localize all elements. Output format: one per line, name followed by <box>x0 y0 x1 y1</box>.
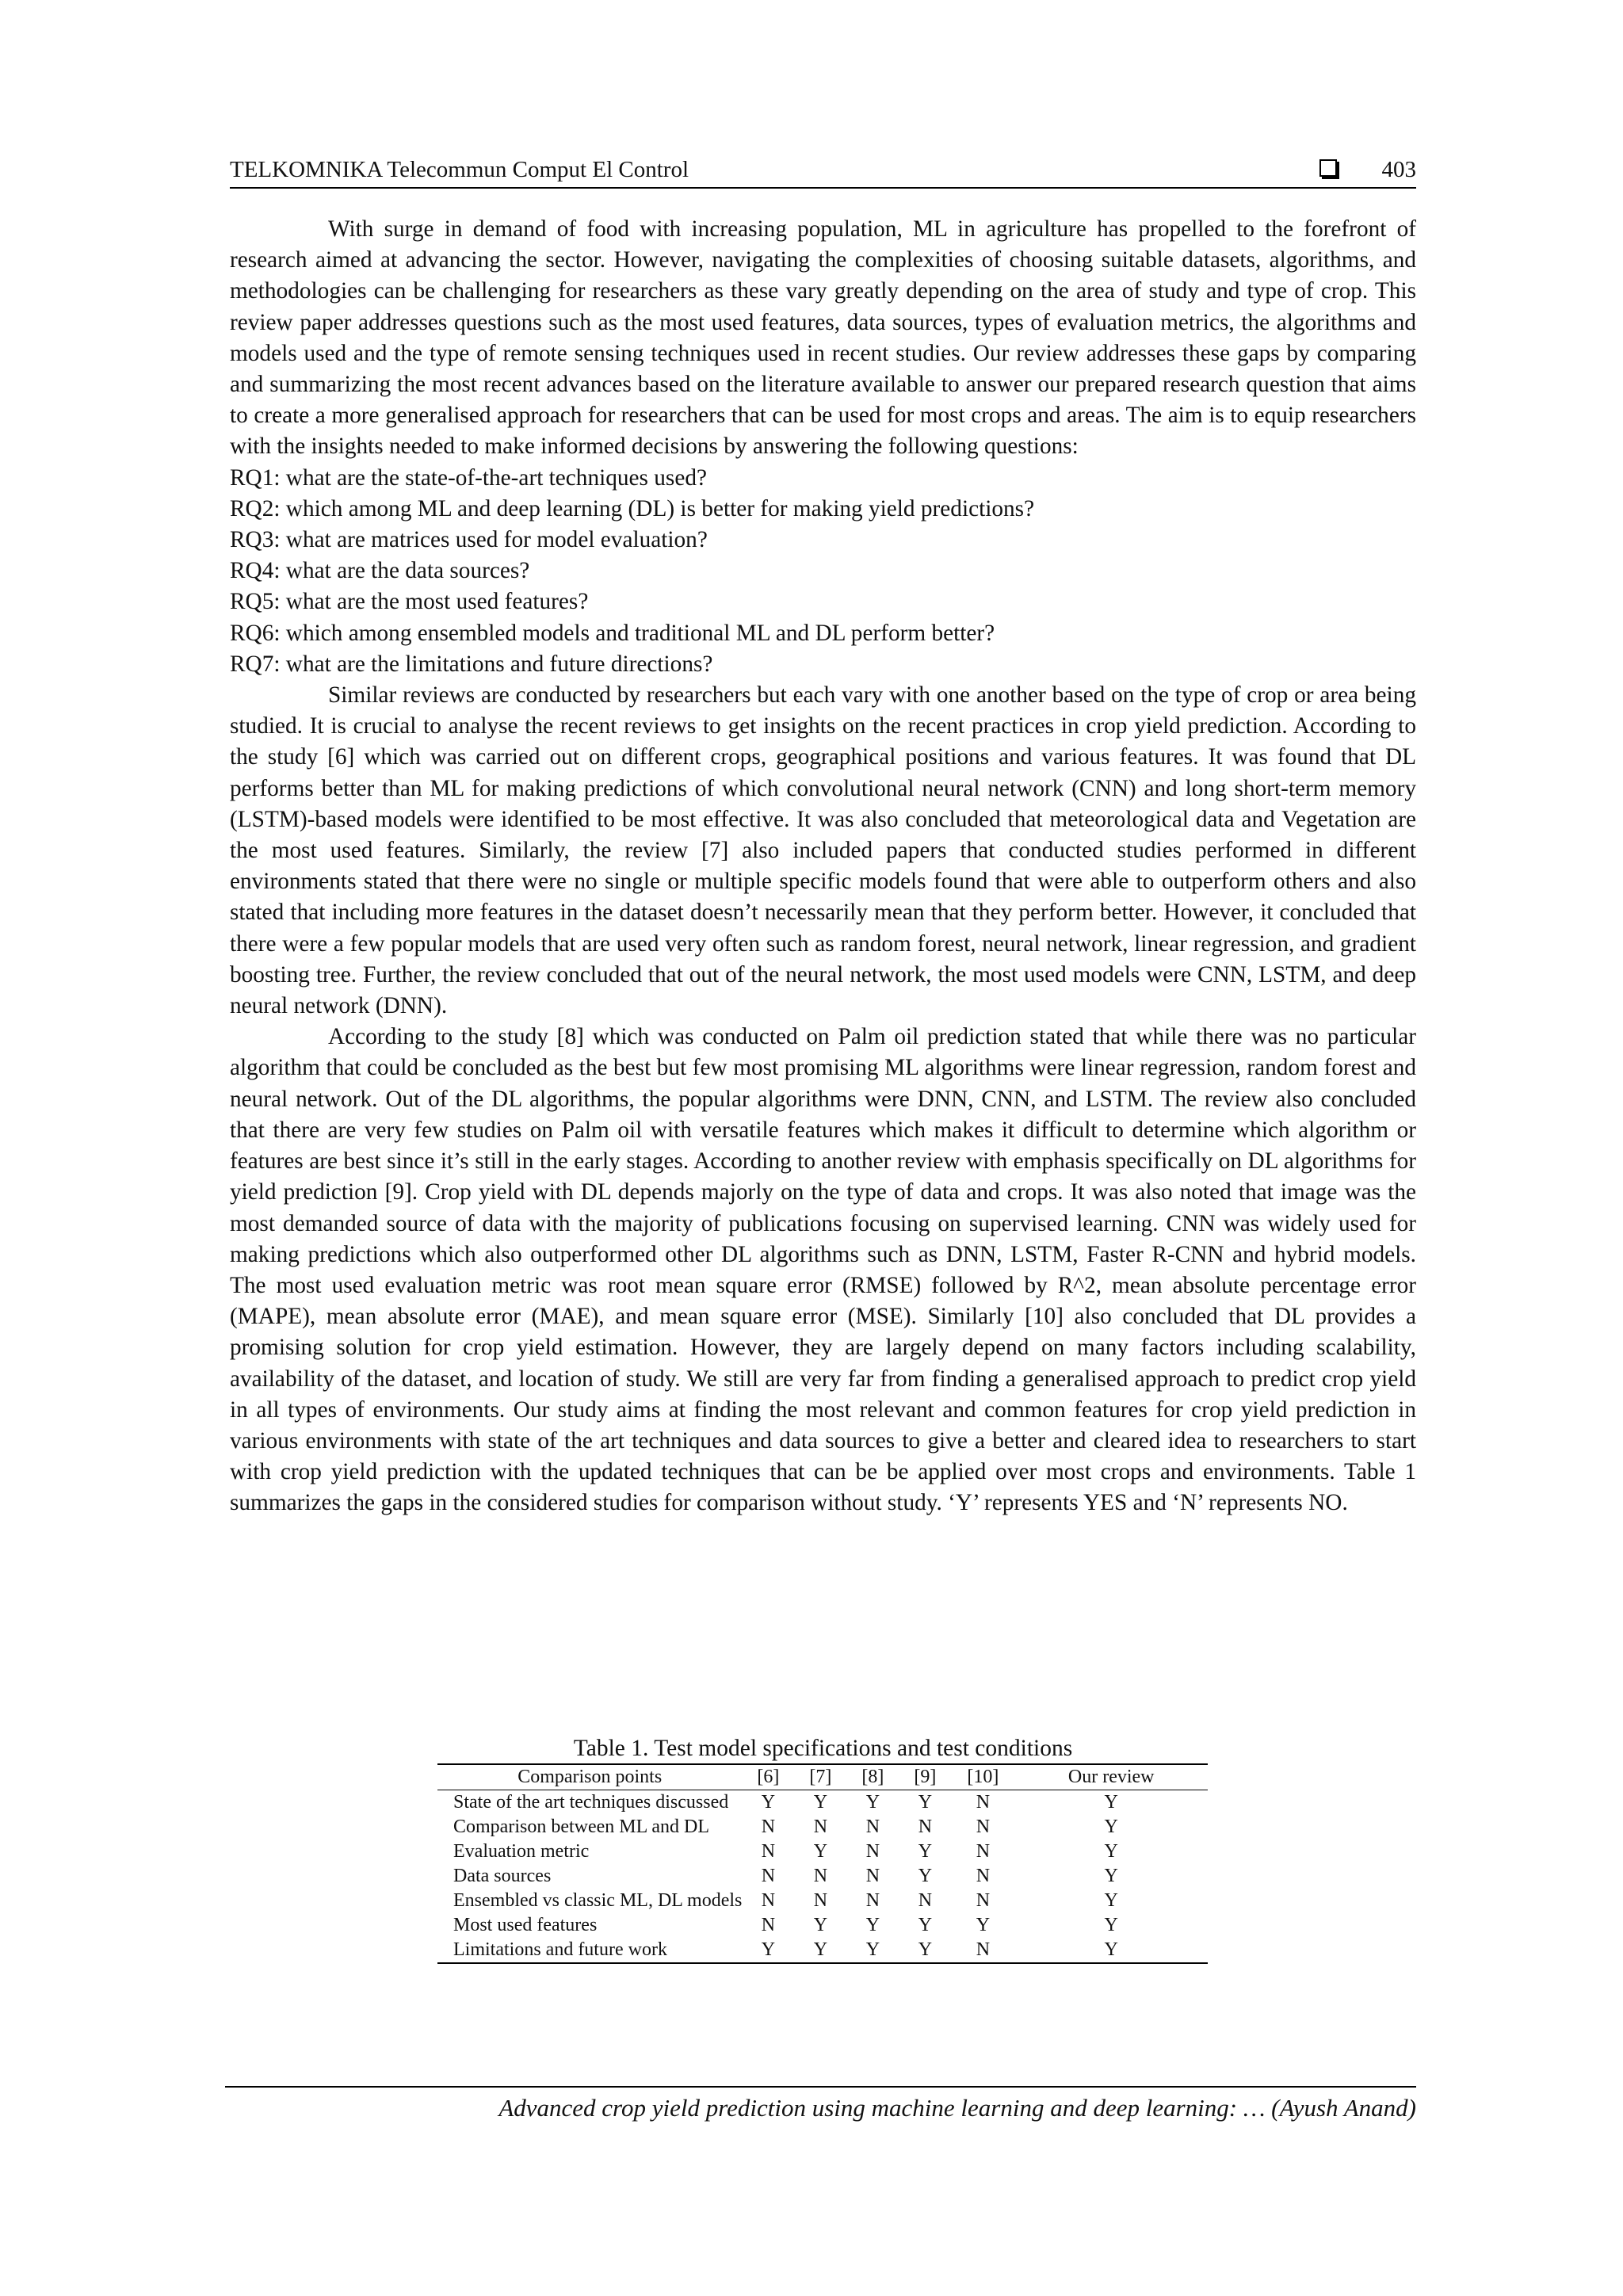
table-cell: Y <box>976 1915 991 1935</box>
table-cell: N <box>813 1890 828 1911</box>
table-header-cell: [10] <box>951 1764 1014 1790</box>
table-cell: N <box>761 1841 776 1862</box>
table-cell: N <box>761 1915 776 1935</box>
table-cell: N <box>865 1841 880 1862</box>
paragraph-similar-reviews: Similar reviews are conducted by researchers but each vary with one another based on the type of crop or area being studied. It is crucial to analyse the recent reviews to get insights on the recent practices in crop yield prediction. According to the study [6] which was carried out on different crops, geographical positions and various features. It was found that DL performs better than ML for making predictions of which convolutional neural network (CNN) and long short-term memory (LSTM)-based models were identified to be most effective. It was also concluded that meteorological data and Vegetation are the most used features. Similarly, the review [7] also included papers that conducted studies performed in different environments stated that there were no single or multiple specific models found that were able to outperform others and also stated that including more features in the dataset doesn’t necessarily mean that they perform better. However, it concluded that there were a few popular models that are used very often such as random forest, neural network, linear regression, and gradient boosting tree. Further, the review concluded that out of the neural network, the most used models were CNN, LSTM, and deep neural network (DNN). <box>230 682 1416 1019</box>
table-row <box>437 1815 1208 1839</box>
table-header-cell: Comparison points <box>437 1764 742 1790</box>
table-cell: Y <box>865 1792 880 1813</box>
table-header-cell: [7] <box>794 1764 846 1790</box>
table-cell: N <box>918 1890 933 1911</box>
table-cell: N <box>976 1939 991 1960</box>
table-cell: Y <box>1104 1915 1118 1935</box>
table-cell: N <box>976 1817 991 1837</box>
table-row <box>437 1864 1208 1889</box>
table-cell: N <box>761 1866 776 1886</box>
research-question-7: RQ7: what are the limitations and future directions? <box>230 651 713 677</box>
table-cell: Limitations and future work <box>453 1939 667 1960</box>
table-cell: Ensembled vs classic ML, DL models <box>453 1890 743 1911</box>
table-cell: Y <box>813 1939 828 1960</box>
journal-name: TELKOMNIKA Telecommun Comput El Control <box>230 157 689 182</box>
table-caption: Table 1. Test model specifications and test conditions <box>573 1736 1073 1761</box>
table-cell: Y <box>1104 1841 1118 1862</box>
table-cell: Y <box>1104 1939 1118 1960</box>
research-question-1: RQ1: what are the state-of-the-art techniques used? <box>230 464 707 491</box>
table-row <box>437 1839 1208 1864</box>
table-row <box>437 1913 1208 1938</box>
table-cell: N <box>865 1890 880 1911</box>
table-header-cell: Our review <box>1014 1764 1208 1790</box>
table-row <box>437 1889 1208 1913</box>
table-cell: Data sources <box>453 1866 552 1886</box>
table-cell: Y <box>1104 1890 1118 1911</box>
table-cell: Y <box>813 1841 828 1862</box>
paper-page <box>230 0 1416 2296</box>
research-question-5: RQ5: what are the most used features? <box>230 589 589 615</box>
table-header-cell: [8] <box>846 1764 899 1790</box>
table-cell: N <box>761 1817 776 1837</box>
paragraph-palm-oil: According to the study [8] which was conducted on Palm oil prediction stated that while there was no particular algorithm that could be concluded as the best but few most promising ML algorithms were linear regression, random forest and neural network. Out of the DL algorithms, the popular algorithms were DNN, CNN, and LSTM. The review also concluded that there are very few studies on Palm oil with versatile features which makes it difficult to determine which algorithm or features are best since it’s still in the early stages. According to another review with emphasis specifically on DL algorithms for yield prediction [9]. Crop yield with DL depends majorly on the type of data and crops. It was also noted that image was the most demanded source of data with the majority of publications focusing on supervised learning. CNN was widely used for making predictions which also outperformed other DL algorithms such as DNN, LSTM, Faster R-CNN and hybrid models. The most used evaluation metric was root mean square error (RMSE) followed by R^2, mean absolute percentage error (MAPE), mean absolute error (MAE), and mean square error (MSE). Similarly [10] also concluded that DL provides a promising solution for crop yield estimation. However, they are largely depend on many factors including scalability, availability of the dataset, and location of study. We still are very far from finding a generalised approach to predict crop yield in all types of environments. Our study aims at finding the most relevant and common features for crop yield prediction in various environments with state of the art techniques and data sources to give a better and cleared idea to researchers to start with crop yield prediction with the updated techniques that can be be applied over most crops and environments. Table 1 summarizes the gaps in the considered studies for comparison without study. ‘Y’ represents YES and ‘N’ represents NO. <box>230 1024 1416 1516</box>
table-cell: State of the art techniques discussed <box>453 1792 729 1813</box>
table-cell: N <box>813 1866 828 1886</box>
table-cell: N <box>865 1866 880 1886</box>
paragraph-intro: With surge in demand of food with increasing population, ML in agriculture has propelled to the forefront of research aimed at advancing the sector. However, navigating the complexities of choosing suitable datasets, algorithms, and methodologies can be challenging for researchers as these vary greatly depending on the area of study and type of crop. This review paper addresses questions such as the most used features, data sources, types of evaluation metrics, the algorithms and models used and the type of remote sensing techniques used in recent studies. Our review addresses these gaps by comparing and summarizing the most recent advances based on the literature available to answer our prepared research question that aims to create a more generalised approach for researchers that can be used for most crops and areas. The aim is to equip researchers with the insights needed to make informed decisions by answering the following questions: <box>230 216 1416 460</box>
page-number: 403 <box>1381 157 1416 182</box>
table-cell: Y <box>918 1939 933 1960</box>
table-cell: Y <box>761 1939 776 1960</box>
table-cell: Comparison between ML and DL <box>453 1817 710 1837</box>
table-cell: Evaluation metric <box>453 1841 590 1862</box>
table-cell: N <box>865 1817 880 1837</box>
table-row <box>437 1790 1208 1816</box>
table-cell: Y <box>813 1915 828 1935</box>
research-question-2: RQ2: which among ML and deep learning (DL) is better for making yield predictions? <box>230 495 1035 521</box>
table-row <box>437 1938 1208 1963</box>
table-cell: Y <box>813 1792 828 1813</box>
table-cell: Y <box>918 1841 933 1862</box>
table-header-row <box>437 1764 1208 1790</box>
research-question-4: RQ4: what are the data sources? <box>230 558 530 584</box>
research-question-3: RQ3: what are matrices used for model evaluation? <box>230 527 708 553</box>
table-cell: N <box>976 1890 991 1911</box>
body-text <box>230 214 1416 1519</box>
table-header-cell: [6] <box>742 1764 794 1790</box>
table-cell: Most used features <box>453 1915 598 1935</box>
table-cell: N <box>976 1841 991 1862</box>
table-cell: Y <box>865 1939 880 1960</box>
table-cell: Y <box>1104 1792 1118 1813</box>
footer-rule <box>225 2086 1416 2088</box>
table-cell: N <box>976 1792 991 1813</box>
running-header <box>230 152 1416 189</box>
table-cell: Y <box>918 1866 933 1886</box>
table-cell: Y <box>865 1915 880 1935</box>
research-question-6: RQ6: which among ensembled models and traditional ML and DL perform better? <box>230 620 995 646</box>
table-cell: N <box>918 1817 933 1837</box>
table-cell: N <box>976 1866 991 1886</box>
table-cell: Y <box>918 1792 933 1813</box>
running-footer: Advanced crop yield prediction using machine learning and deep learning: … (Ayush Anand) <box>498 2094 1416 2122</box>
table-cell: Y <box>1104 1817 1118 1837</box>
table-cell: Y <box>761 1792 776 1813</box>
table-header-cell: [9] <box>899 1764 951 1790</box>
table-cell: N <box>813 1817 828 1837</box>
comparison-table <box>437 1763 1208 1964</box>
table-cell: Y <box>918 1915 933 1935</box>
square-box-icon <box>1319 159 1337 177</box>
table-cell: N <box>761 1890 776 1911</box>
table-cell: Y <box>1104 1866 1118 1886</box>
